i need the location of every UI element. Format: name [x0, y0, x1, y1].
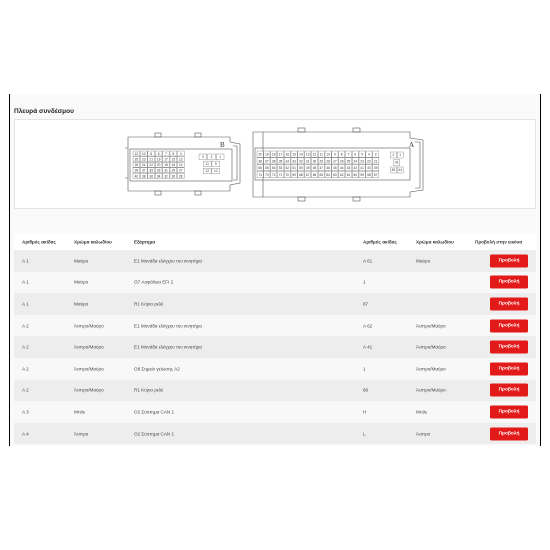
view-button[interactable]: Προβολή: [490, 276, 528, 289]
pin-label: 18: [271, 152, 276, 157]
row-wire-color: Άσπρο/Μαύρο: [74, 344, 104, 350]
pin-label: 19: [156, 157, 161, 162]
view-button[interactable]: Προβολή: [490, 362, 528, 375]
pin-label: 48: [312, 166, 317, 171]
pin-label: 25: [134, 157, 139, 162]
row-pin: A 1: [22, 279, 29, 285]
row-pin-2: L: [363, 431, 366, 437]
pin-label: 1: [399, 153, 402, 158]
pin-label: 27: [333, 159, 337, 164]
pin-label: 49: [305, 166, 310, 171]
pin-label: 15: [171, 157, 176, 162]
pin-label: 3: [202, 154, 204, 159]
row-component: E1 Μονάδα ελέγχου του κινητήρα: [134, 344, 202, 350]
pin-label: 11: [319, 152, 323, 157]
section-title: Πλευρά συνδέσμου: [14, 108, 74, 115]
table-row: [14, 401, 536, 423]
row-pin-2: H: [363, 409, 367, 415]
table-row: [14, 380, 536, 402]
pin-label: 14: [299, 152, 303, 157]
pin-label: 39: [134, 168, 139, 173]
header-wire-color-2: Χρώμα καλωδίου: [416, 239, 454, 245]
pin-label: 50: [299, 166, 303, 171]
header-view: Προβολή στην εικόνα: [475, 239, 523, 245]
table-row: [14, 272, 536, 294]
table-row: [14, 358, 536, 380]
pin-label: 62: [339, 172, 344, 177]
pin-label: 58: [367, 172, 371, 177]
pin-label: 11: [205, 162, 209, 166]
pin-label: 45: [391, 168, 396, 173]
pin-label: 60: [353, 172, 358, 177]
pin-label: 6: [354, 152, 357, 157]
pin-label: 12: [205, 169, 209, 174]
pin-label: 22: [367, 159, 371, 164]
pin-label: 22: [149, 163, 153, 168]
pin-label: 31: [305, 159, 310, 164]
pin-label: 19: [265, 152, 269, 157]
row-pin-2: 1: [363, 366, 366, 372]
pin-label: 55: [265, 166, 269, 171]
header-pin-2: Αριθμός ακίδας: [363, 239, 397, 245]
pin-label: 17: [164, 157, 168, 162]
pin-label: 9: [214, 162, 217, 166]
pin-label: 34: [285, 159, 290, 164]
pin-label: 10: [142, 151, 146, 156]
pin-label: 29: [171, 168, 176, 173]
pin-label: 20: [258, 152, 262, 157]
view-button[interactable]: Προβολή: [490, 427, 528, 440]
pin-label: 39: [373, 166, 378, 171]
pin-label: 2: [210, 154, 213, 159]
pin-label: 38: [258, 159, 262, 164]
connector-a-pins: [257, 151, 403, 178]
view-button[interactable]: Προβολή: [490, 254, 528, 267]
pin-label: 30: [171, 174, 176, 179]
view-button[interactable]: Προβολή: [490, 405, 528, 418]
pin-label: 56: [258, 166, 262, 171]
pin-label: 44: [398, 168, 402, 173]
pin-label: 28: [179, 174, 183, 179]
pin-label: 52: [285, 166, 290, 171]
pin-label: 10: [326, 152, 330, 157]
row-wire-color-2: Μπλε: [416, 409, 428, 415]
pin-label: 4: [368, 152, 370, 157]
pin-label: 61: [346, 172, 351, 177]
pin-label: 68: [299, 172, 303, 177]
row-pin-2: A 61: [363, 258, 373, 264]
pin-label: 26: [134, 163, 139, 168]
pin-label: 3: [374, 152, 377, 157]
pin-label: 35: [149, 168, 153, 173]
pin-label: 47: [319, 166, 324, 171]
connector-drawing: [15, 120, 537, 210]
pin-label: 5: [361, 152, 363, 157]
pin-label: 34: [156, 174, 161, 179]
pin-label: 43: [346, 166, 351, 171]
header-pin: Αριθμός ακίδας: [22, 239, 56, 245]
table-row: [14, 250, 536, 272]
row-pin: A 4: [22, 431, 29, 437]
pin-label: 42: [353, 166, 358, 171]
table-header: [14, 234, 536, 250]
view-button[interactable]: Προβολή: [490, 384, 528, 397]
view-button[interactable]: Προβολή: [490, 341, 528, 354]
pin-label: 37: [265, 159, 269, 164]
pin-label: 1: [219, 154, 221, 159]
pin-label: 14: [179, 163, 183, 168]
row-wire-color: Άσπρο/Μαύρο: [74, 366, 104, 372]
pin-label: 18: [164, 163, 168, 168]
pin-label: 12: [134, 151, 139, 156]
pin-label: 38: [142, 174, 146, 179]
header-wire-color: Χρώμα καλωδίου: [74, 239, 112, 245]
pin-label: 28: [326, 159, 330, 164]
row-wire-color: Μαύρο: [74, 301, 89, 307]
pin-label: 4: [179, 151, 182, 156]
pin-label: 32: [164, 174, 168, 179]
row-component: R1 Κύριο ρελέ: [134, 387, 164, 393]
pin-label: 54: [271, 166, 276, 171]
pin-table: [14, 234, 536, 444]
row-pin: A 2: [22, 323, 29, 329]
row-pin-2: 87: [363, 301, 369, 307]
pin-label: 57: [373, 172, 378, 177]
pin-label: 37: [142, 168, 146, 173]
pin-label: 25: [346, 159, 351, 164]
pin-label: 36: [271, 159, 276, 164]
row-component: O8 Σημείο γείωσης A2: [134, 366, 180, 372]
row-pin-2: 86: [363, 387, 369, 393]
pin-label: 35: [278, 159, 283, 164]
row-component: E1 Μονάδα ελέγχου του κινητήρα: [134, 323, 202, 329]
row-wire-color-2: Άσπρο/Μαύρο: [416, 366, 446, 372]
table-body: [14, 250, 536, 444]
row-component: O2 Σύστημα CAN 1: [134, 431, 175, 437]
pin-label: 12: [312, 152, 317, 157]
pin-label: 33: [292, 159, 296, 164]
row-pin: A 3: [22, 409, 29, 415]
pin-label: 20: [156, 163, 161, 168]
table-row: [14, 315, 536, 337]
table-row: [14, 293, 536, 315]
row-wire-color: Μαύρο: [74, 279, 89, 285]
row-pin: A 2: [22, 366, 29, 372]
pin-label: 26: [339, 159, 344, 164]
pin-label: 13: [305, 152, 310, 157]
pin-label: 46: [326, 166, 330, 171]
pin-label: 41: [395, 160, 399, 165]
pin-label: 64: [326, 172, 330, 177]
view-button[interactable]: Προβολή: [490, 319, 528, 332]
pin-label: 69: [292, 172, 296, 177]
pin-label: 24: [142, 163, 146, 168]
pin-label: 59: [360, 172, 364, 177]
pin-label: 5: [172, 151, 175, 156]
pin-label: 65: [319, 172, 324, 177]
pin-label: 21: [373, 159, 378, 164]
pin-label: 2: [392, 153, 395, 158]
pin-label: 27: [179, 168, 183, 173]
pin-label: 70: [285, 172, 290, 177]
pin-label: 63: [333, 172, 337, 177]
pin-label: 7: [165, 151, 167, 156]
connector-b-pins: [133, 151, 224, 178]
pin-label: 71: [278, 172, 283, 177]
pin-label: 24: [353, 159, 358, 164]
pin-label: 23: [360, 159, 364, 164]
row-wire-color-2: Άσπρο/Μαύρο: [416, 323, 446, 329]
pin-label: 41: [360, 166, 364, 171]
row-pin: A 1: [22, 258, 29, 264]
view-button[interactable]: Προβολή: [490, 297, 528, 310]
pin-label: 44: [339, 166, 344, 171]
row-component: O7 Ασφάλεια EFI 2: [134, 279, 174, 285]
row-pin-2: 1: [363, 279, 366, 285]
row-component: O2 Σύστημα CAN 1: [134, 409, 175, 415]
pin-label: 16: [171, 163, 176, 168]
row-wire-color-2: Άσπρο/Μαύρο: [416, 344, 446, 350]
pin-label: 23: [142, 157, 146, 162]
table-row: [14, 336, 536, 358]
pin-label: 7: [347, 152, 350, 157]
row-wire-color: Μαύρο: [74, 258, 89, 264]
pin-label: 15: [292, 152, 296, 157]
row-pin: A 2: [22, 344, 29, 350]
pin-label: 67: [305, 172, 310, 177]
pin-label: 51: [292, 166, 296, 171]
pin-label: 13: [179, 157, 183, 162]
pin-label: 6: [157, 151, 160, 156]
pin-label: 9: [334, 152, 336, 157]
pin-label: 30: [312, 159, 317, 164]
pin-label: 21: [149, 157, 153, 162]
row-wire-color: Μπλε: [74, 409, 86, 415]
pin-label: 16: [285, 152, 290, 157]
pin-label: 8: [340, 152, 343, 157]
header-component: Εξάρτημα: [134, 239, 156, 245]
pin-label: 32: [299, 159, 303, 164]
pin-label: 40: [134, 174, 139, 179]
pin-label: 10: [214, 169, 218, 174]
pin-label: 29: [319, 159, 324, 164]
pin-label: 8: [150, 151, 153, 156]
row-component: R1 Κύριο ρελέ: [134, 301, 164, 307]
row-pin-2: A 41: [363, 344, 373, 350]
row-wire-color: Άσπρο/Μαύρο: [74, 387, 104, 393]
connector-diagram: [14, 119, 536, 209]
row-pin: A 1: [22, 301, 29, 307]
pin-label: 31: [164, 168, 168, 173]
pin-label: 17: [278, 152, 283, 157]
row-component: E1 Μονάδα ελέγχου του κινητήρα: [134, 258, 202, 264]
row-wire-color-2: Άσπρο: [416, 431, 431, 437]
row-pin: A 2: [22, 387, 29, 393]
connector-b-letter: B: [220, 141, 225, 149]
pin-label: 74: [258, 172, 262, 177]
row-wire-color-2: Μαύρο: [416, 258, 431, 264]
row-wire-color: Άσπρο/Μαύρο: [74, 323, 104, 329]
pin-label: 73: [265, 172, 269, 177]
row-wire-color-2: Άσπρο/Μαύρο: [416, 387, 446, 393]
pin-label: 53: [278, 166, 283, 171]
connector-a-letter: A: [409, 141, 415, 149]
pin-label: 72: [271, 172, 276, 177]
table-row: [14, 423, 536, 445]
row-pin-2: A 62: [363, 323, 373, 329]
pin-label: 33: [156, 168, 161, 173]
pin-label: 36: [149, 174, 153, 179]
pin-label: 40: [367, 166, 371, 171]
pin-label: 45: [333, 166, 337, 171]
row-wire-color: Άσπρο: [74, 431, 89, 437]
pin-label: 66: [312, 172, 317, 177]
